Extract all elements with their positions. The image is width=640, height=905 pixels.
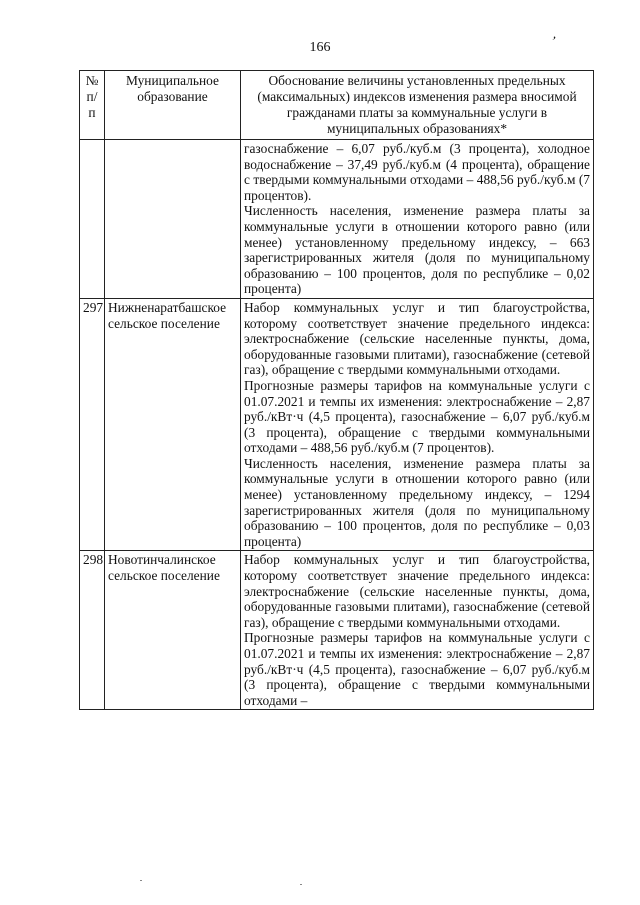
row-municipality — [105, 140, 241, 299]
row-municipality: Нижненаратбашское сельское поселение — [105, 298, 241, 551]
justification-paragraph: Численность населения, изменение размера платы за коммунальные услуги в отношении которого равно (или менее) установленному предельному индексу, – 1294 зарегистрированных жителя (доля по муниципальному образованию – 100 процентов, доля по республике – 0,03 процента) — [244, 455, 590, 549]
table-row — [80, 140, 594, 299]
scan-speck — [140, 880, 142, 881]
row-number: 298 — [80, 551, 105, 710]
scan-speck — [300, 884, 302, 885]
row-number — [80, 140, 105, 299]
justification-paragraph: Набор коммунальных услуг и тип благоустройства, которому соответствует значение предельного индекса: электроснабжение (сельские населенные пункты, дома, оборудованные газовыми плитами), газоснабжение (сетевой газ), обращение с твердыми коммунальными отходами. — [244, 552, 590, 630]
page-number: 166 — [309, 40, 331, 55]
row-justification — [241, 551, 594, 710]
table-row — [80, 298, 594, 551]
table-row — [80, 551, 594, 710]
header-municipality: Муниципальное образование — [105, 71, 241, 140]
row-justification — [241, 298, 594, 551]
scan-mark: ’ — [548, 32, 558, 49]
justification-paragraph: газоснабжение – 6,07 руб./куб.м (3 процента), холодное водоснабжение – 37,49 руб./куб.м (4 процента), обращение с твердыми коммунальными отходами – 488,56 руб./куб.м (7 процентов). — [244, 141, 590, 203]
row-number: 297 — [80, 298, 105, 551]
row-municipality: Новотинчалинское сельское поселение — [105, 551, 241, 710]
justification-paragraph: Прогнозные размеры тарифов на коммунальные услуги с 01.07.2021 и темпы их изменения: электроснабжение – 2,87 руб./кВт·ч (4,5 процента), газоснабжение – 6,07 руб./куб.м (3 процента), обращение с твердыми коммунальными отходами – 488,56 руб./куб.м (7 процентов). — [244, 377, 590, 456]
justification-paragraph: Численность населения, изменение размера платы за коммунальные услуги в отношении которого равно (или менее) установленному предельному индексу, – 663 зарегистрированных жителя (доля по муниципальному образованию – 100 процентов, доля по республике – 0,02 процента) — [244, 203, 590, 297]
header-justification: Обоснование величины установленных предельных (максимальных) индексов изменения размера вносимой гражданами платы за коммунальные услуги в муниципальных образованиях* — [241, 71, 594, 140]
row-justification — [241, 140, 594, 299]
tariff-justification-table — [79, 70, 594, 710]
justification-paragraph: Прогнозные размеры тарифов на коммунальные услуги с 01.07.2021 и темпы их изменения: электроснабжение – 2,87 руб./кВт·ч (4,5 процента), газоснабжение – 6,07 руб./куб.м (3 процента), обращение с твердыми коммунальными отходами – — [244, 630, 590, 708]
table-header-row — [80, 71, 594, 140]
header-num: № п/п — [80, 71, 105, 140]
justification-paragraph: Набор коммунальных услуг и тип благоустройства, которому соответствует значение предельного индекса: электроснабжение (сельские населенные пункты, дома, оборудованные газовыми плитами), газоснабжение (сетевой газ), обращение с твердыми коммунальными отходами. — [244, 299, 590, 378]
